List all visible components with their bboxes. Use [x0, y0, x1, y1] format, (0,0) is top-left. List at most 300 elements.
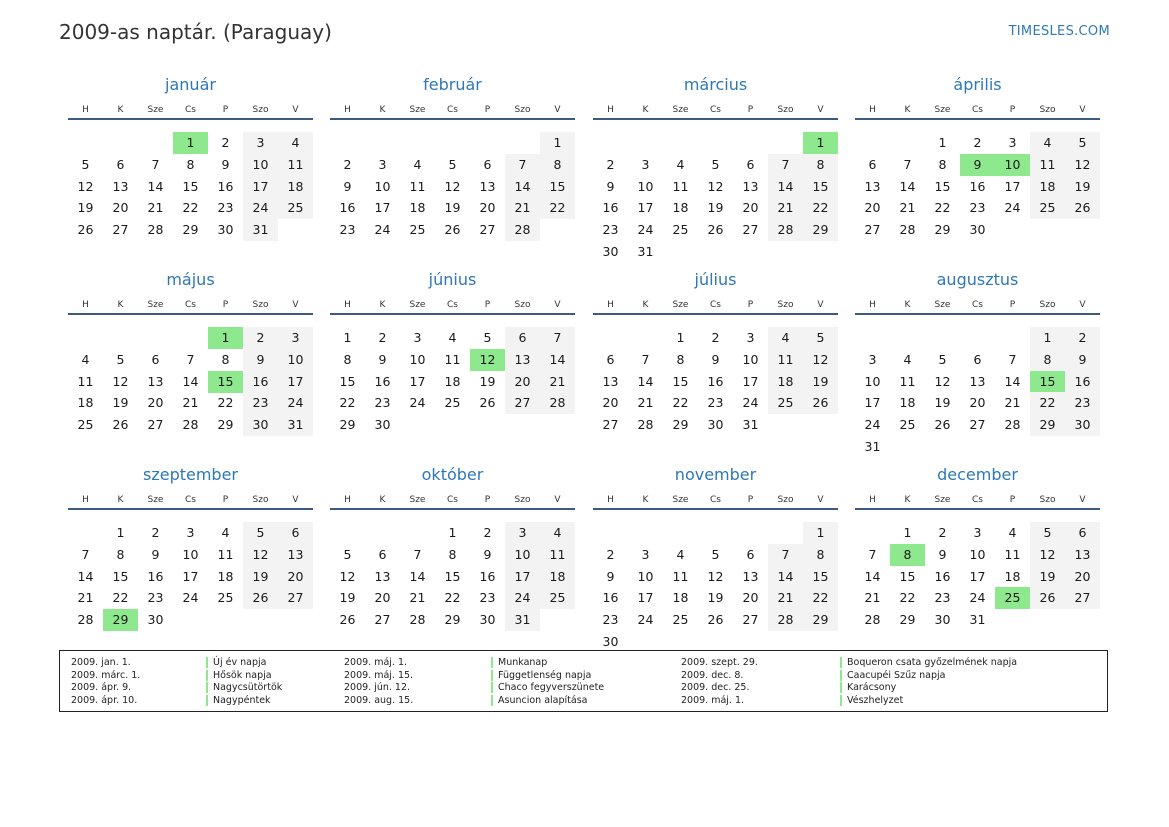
day-cell: 28 [77, 612, 94, 628]
day-cell: 23 [602, 222, 619, 238]
legend-date: 2009. ápr. 9. [71, 682, 132, 694]
weekday-header: Szo [514, 495, 531, 505]
day-cell: 1 [803, 522, 838, 544]
day-cell: 16 [243, 371, 278, 393]
day-cell: 7 [81, 546, 90, 562]
page-title: 2009-as naptár. (Paraguay) [59, 20, 332, 44]
day-cell: 27 [505, 392, 540, 414]
weekday-header: K [904, 495, 911, 505]
day-cell: 30 [934, 612, 951, 628]
day-cell: 30 [602, 634, 619, 649]
weekday-header: Cs [710, 105, 721, 115]
day-cell: 17 [243, 176, 278, 198]
day-cell: 8 [540, 154, 575, 176]
day-cell: 12 [444, 178, 461, 194]
header-rule [593, 508, 838, 510]
day-cell: 13 [602, 373, 619, 389]
legend-holiday-name: Munkanap [491, 657, 547, 668]
day-cell: 22 [444, 590, 461, 606]
holiday-day-cell: 15 [208, 371, 243, 393]
day-cell: 11 [540, 544, 575, 566]
day-cell: 10 [278, 349, 313, 371]
day-cell: 16 [374, 373, 391, 389]
day-cell: 5 [803, 327, 838, 349]
day-cell: 24 [969, 590, 986, 606]
day-cell: 17 [969, 568, 986, 584]
day-cell: 5 [711, 156, 720, 172]
day-cell: 29 [672, 417, 689, 433]
day-cell: 22 [803, 587, 838, 609]
day-cell: 3 [505, 522, 540, 544]
day-cell: 28 [147, 222, 164, 238]
day-cell: 9 [343, 178, 352, 194]
day-cell: 18 [409, 200, 426, 216]
day-cell: 8 [803, 154, 838, 176]
legend-holiday-name: Hősök napja [206, 670, 272, 681]
day-cell: 7 [868, 546, 877, 562]
day-cell: 24 [864, 417, 881, 433]
header-rule [593, 313, 838, 315]
day-cell: 24 [243, 197, 278, 219]
day-cell: 23 [707, 395, 724, 411]
day-cell: 24 [374, 222, 391, 238]
day-cell: 22 [672, 395, 689, 411]
day-cell: 17 [1004, 178, 1021, 194]
holiday-day-cell: 8 [890, 544, 925, 566]
day-cell: 3 [378, 156, 387, 172]
day-cell: 25 [1030, 197, 1065, 219]
weekday-header: Cs [972, 300, 983, 310]
day-cell: 16 [339, 200, 356, 216]
day-cell: 23 [217, 200, 234, 216]
weekday-header: P [747, 300, 754, 310]
legend-date: 2009. jan. 1. [71, 657, 131, 668]
day-cell: 26 [1030, 587, 1065, 609]
weekday-header: K [642, 105, 649, 115]
legend-date: 2009. dec. 25. [681, 682, 750, 694]
day-cell: 28 [864, 612, 881, 628]
weekday-header: Szo [1039, 105, 1056, 115]
legend-holiday-name: Vészhelyzet [840, 695, 903, 706]
holiday-day-cell: 29 [103, 609, 138, 631]
day-cell: 24 [409, 395, 426, 411]
day-cell: 15 [444, 568, 461, 584]
day-cell: 31 [969, 612, 986, 628]
day-cell: 1 [448, 525, 457, 540]
legend-holiday-name: Karácsony [840, 682, 896, 693]
day-cell: 21 [182, 395, 199, 411]
holiday-day-cell: 1 [173, 132, 208, 154]
day-cell: 4 [676, 156, 685, 172]
day-cell: 8 [803, 544, 838, 566]
day-cell: 9 [151, 546, 160, 562]
day-cell: 16 [707, 373, 724, 389]
site-link[interactable]: TIMESLES.COM [1008, 24, 1110, 39]
day-cell: 9 [606, 178, 615, 194]
day-cell: 6 [505, 327, 540, 349]
day-cell: 24 [278, 392, 313, 414]
day-cell: 27 [278, 587, 313, 609]
day-cell: 16 [479, 568, 496, 584]
day-cell: 27 [1065, 587, 1100, 609]
day-cell: 8 [343, 351, 352, 367]
day-cell: 5 [448, 156, 457, 172]
day-cell: 19 [339, 590, 356, 606]
day-cell: 20 [112, 200, 129, 216]
holiday-day-cell: 10 [995, 154, 1030, 176]
day-cell: 17 [182, 568, 199, 584]
day-cell: 31 [637, 244, 654, 259]
day-cell: 13 [479, 178, 496, 194]
day-cell: 23 [1065, 392, 1100, 414]
legend-holiday-name: Boqueron csata győzelmének napja [840, 657, 1017, 668]
weekday-header: Cs [972, 495, 983, 505]
legend-date: 2009. márc. 1. [71, 669, 141, 681]
holiday-day-cell: 25 [995, 587, 1030, 609]
day-cell: 24 [637, 612, 654, 628]
weekday-header: K [904, 105, 911, 115]
day-cell: 7 [186, 351, 195, 367]
day-cell: 30 [602, 244, 619, 259]
day-cell: 16 [147, 568, 164, 584]
day-cell: 5 [483, 330, 492, 345]
day-cell: 17 [278, 371, 313, 393]
weekday-header: K [642, 300, 649, 310]
day-cell: 15 [112, 568, 129, 584]
month-name: december [937, 465, 1018, 484]
weekday-header: V [292, 300, 299, 310]
day-cell: 14 [899, 178, 916, 194]
weekday-header: H [82, 300, 89, 310]
weekday-header: P [222, 105, 229, 115]
month-name: augusztus [936, 270, 1019, 289]
day-cell: 27 [742, 612, 759, 628]
header-rule [330, 313, 575, 315]
day-cell: 29 [217, 417, 234, 433]
day-cell: 28 [637, 417, 654, 433]
day-cell: 11 [77, 373, 94, 389]
day-cell: 15 [934, 178, 951, 194]
day-cell: 7 [540, 327, 575, 349]
weekday-header: H [869, 495, 876, 505]
weekday-header: K [117, 105, 124, 115]
day-cell: 12 [339, 568, 356, 584]
day-cell: 23 [147, 590, 164, 606]
day-cell: 22 [182, 200, 199, 216]
day-cell: 28 [505, 219, 540, 241]
day-cell: 10 [864, 373, 881, 389]
day-cell: 22 [112, 590, 129, 606]
day-cell: 5 [1030, 522, 1065, 544]
day-cell: 6 [746, 156, 755, 172]
day-cell: 30 [243, 414, 278, 436]
day-cell: 9 [221, 156, 230, 172]
holiday-day-cell: 1 [803, 132, 838, 154]
day-cell: 2 [378, 330, 387, 345]
day-cell: 19 [803, 371, 838, 393]
day-cell: 6 [1065, 522, 1100, 544]
day-cell: 28 [768, 219, 803, 241]
day-cell: 30 [707, 417, 724, 433]
day-cell: 22 [217, 395, 234, 411]
day-cell: 18 [672, 590, 689, 606]
legend-date: 2009. aug. 15. [344, 695, 414, 707]
day-cell: 20 [742, 200, 759, 216]
day-cell: 30 [147, 612, 164, 628]
day-cell: 12 [112, 373, 129, 389]
day-cell: 8 [186, 156, 195, 172]
day-cell: 2 [606, 546, 615, 562]
day-cell: 13 [1065, 544, 1100, 566]
weekday-header: P [1009, 495, 1016, 505]
weekday-header: H [344, 300, 351, 310]
day-cell: 12 [707, 568, 724, 584]
weekday-header: P [484, 495, 491, 505]
day-cell: 13 [112, 178, 129, 194]
weekday-header: Szo [777, 495, 794, 505]
weekday-header: Cs [447, 105, 458, 115]
day-cell: 26 [707, 222, 724, 238]
day-cell: 22 [899, 590, 916, 606]
header-rule [330, 118, 575, 120]
month-name: április [953, 75, 1002, 94]
weekday-header: V [1079, 495, 1086, 505]
day-cell: 27 [147, 417, 164, 433]
day-cell: 17 [409, 373, 426, 389]
day-cell: 18 [768, 371, 803, 393]
weekday-header: Szo [1039, 300, 1056, 310]
weekday-header: V [1079, 105, 1086, 115]
day-cell: 24 [182, 590, 199, 606]
day-cell: 23 [243, 392, 278, 414]
day-cell: 27 [374, 612, 391, 628]
weekday-header: V [554, 105, 561, 115]
weekday-header: H [869, 105, 876, 115]
day-cell: 10 [374, 178, 391, 194]
legend-holiday-name: Chaco fegyverszünete [491, 682, 604, 693]
day-cell: 23 [479, 590, 496, 606]
day-cell: 11 [768, 349, 803, 371]
day-cell: 6 [116, 156, 125, 172]
weekday-header: Sze [934, 105, 951, 115]
holiday-day-cell: 9 [960, 154, 995, 176]
day-cell: 30 [217, 222, 234, 238]
weekday-header: H [607, 495, 614, 505]
day-cell: 20 [602, 395, 619, 411]
weekday-header: Sze [409, 300, 426, 310]
day-cell: 5 [81, 156, 90, 172]
day-cell: 30 [479, 612, 496, 628]
day-cell: 10 [637, 178, 654, 194]
weekday-header: K [642, 495, 649, 505]
day-cell: 29 [444, 612, 461, 628]
day-cell: 15 [803, 566, 838, 588]
day-cell: 19 [934, 395, 951, 411]
day-cell: 14 [77, 568, 94, 584]
day-cell: 3 [186, 525, 195, 540]
day-cell: 4 [278, 132, 313, 154]
day-cell: 24 [505, 587, 540, 609]
day-cell: 26 [707, 612, 724, 628]
day-cell: 13 [742, 178, 759, 194]
day-cell: 2 [711, 330, 720, 345]
day-cell: 14 [768, 176, 803, 198]
weekday-header: H [82, 105, 89, 115]
day-cell: 7 [641, 351, 650, 367]
day-cell: 20 [147, 395, 164, 411]
day-cell: 14 [637, 373, 654, 389]
month-name: január [165, 75, 216, 94]
day-cell: 22 [1030, 392, 1065, 414]
day-cell: 18 [444, 373, 461, 389]
weekday-header: Cs [710, 300, 721, 310]
weekday-header: V [292, 495, 299, 505]
day-cell: 31 [505, 609, 540, 631]
day-cell: 7 [1008, 351, 1017, 367]
day-cell: 4 [413, 156, 422, 172]
weekday-header: H [607, 105, 614, 115]
day-cell: 5 [343, 546, 352, 562]
day-cell: 21 [505, 197, 540, 219]
day-cell: 27 [602, 417, 619, 433]
day-cell: 31 [864, 439, 881, 454]
weekday-header: P [222, 495, 229, 505]
day-cell: 29 [1030, 414, 1065, 436]
day-cell: 3 [746, 330, 755, 345]
day-cell: 20 [1065, 566, 1100, 588]
day-cell: 1 [116, 525, 125, 540]
weekday-header: Szo [252, 495, 269, 505]
day-cell: 26 [77, 222, 94, 238]
day-cell: 28 [899, 222, 916, 238]
day-cell: 21 [409, 590, 426, 606]
day-cell: 10 [742, 351, 759, 367]
day-cell: 17 [374, 200, 391, 216]
day-cell: 29 [899, 612, 916, 628]
day-cell: 25 [217, 590, 234, 606]
day-cell: 19 [707, 590, 724, 606]
day-cell: 5 [938, 351, 947, 367]
day-cell: 22 [934, 200, 951, 216]
day-cell: 19 [479, 373, 496, 389]
day-cell: 2 [1065, 327, 1100, 349]
day-cell: 15 [899, 568, 916, 584]
legend-date: 2009. szept. 29. [681, 657, 758, 668]
weekday-header: Szo [1039, 495, 1056, 505]
day-cell: 9 [1065, 349, 1100, 371]
weekday-header: Cs [185, 105, 196, 115]
header-rule [68, 508, 313, 510]
day-cell: 2 [221, 135, 230, 150]
month-name: május [166, 270, 215, 289]
day-cell: 9 [606, 568, 615, 584]
month-name: november [674, 465, 757, 484]
day-cell: 22 [339, 395, 356, 411]
day-cell: 20 [278, 566, 313, 588]
day-cell: 3 [413, 330, 422, 345]
day-cell: 8 [676, 351, 685, 367]
month-name: február [423, 75, 482, 94]
header-rule [593, 118, 838, 120]
day-cell: 20 [479, 200, 496, 216]
weekday-header: V [554, 495, 561, 505]
weekday-header: Szo [252, 300, 269, 310]
weekday-header: H [344, 495, 351, 505]
day-cell: 19 [707, 200, 724, 216]
day-cell: 7 [903, 156, 912, 172]
day-cell: 9 [938, 546, 947, 562]
legend-date: 2009. máj. 1. [681, 695, 745, 707]
day-cell: 20 [374, 590, 391, 606]
day-cell: 16 [602, 200, 619, 216]
day-cell: 2 [483, 525, 492, 540]
day-cell: 12 [934, 373, 951, 389]
day-cell: 9 [378, 351, 387, 367]
weekday-header: Szo [514, 300, 531, 310]
legend-date: 2009. jún. 12. [344, 682, 411, 694]
day-cell: 2 [243, 327, 278, 349]
day-cell: 21 [540, 371, 575, 393]
weekday-header: Cs [972, 105, 983, 115]
day-cell: 12 [77, 178, 94, 194]
day-cell: 23 [934, 590, 951, 606]
day-cell: 17 [742, 373, 759, 389]
day-cell: 3 [243, 132, 278, 154]
day-cell: 7 [413, 546, 422, 562]
day-cell: 28 [540, 392, 575, 414]
header-rule [855, 508, 1100, 510]
day-cell: 18 [672, 200, 689, 216]
weekday-header: Cs [185, 300, 196, 310]
day-cell: 19 [1030, 566, 1065, 588]
day-cell: 26 [243, 587, 278, 609]
day-cell: 19 [444, 200, 461, 216]
weekday-header: Sze [934, 495, 951, 505]
day-cell: 21 [637, 395, 654, 411]
weekday-header: Cs [710, 495, 721, 505]
day-cell: 8 [221, 351, 230, 367]
day-cell: 10 [182, 546, 199, 562]
day-cell: 7 [768, 544, 803, 566]
day-cell: 18 [1004, 568, 1021, 584]
month-name: szeptember [142, 465, 238, 484]
weekday-header: Sze [672, 300, 689, 310]
day-cell: 10 [969, 546, 986, 562]
day-cell: 8 [116, 546, 125, 562]
day-cell: 3 [868, 351, 877, 367]
weekday-header: Cs [447, 495, 458, 505]
day-cell: 1 [343, 330, 352, 345]
day-cell: 21 [77, 590, 94, 606]
day-cell: 16 [217, 178, 234, 194]
day-cell: 19 [1065, 176, 1100, 198]
header-rule [68, 118, 313, 120]
legend-date: 2009. máj. 1. [344, 657, 408, 668]
day-cell: 18 [278, 176, 313, 198]
weekday-header: H [344, 105, 351, 115]
day-cell: 4 [1008, 525, 1017, 540]
day-cell: 19 [112, 395, 129, 411]
day-cell: 26 [444, 222, 461, 238]
weekday-header: Szo [252, 105, 269, 115]
day-cell: 19 [243, 566, 278, 588]
day-cell: 23 [339, 222, 356, 238]
day-cell: 21 [899, 200, 916, 216]
day-cell: 29 [934, 222, 951, 238]
day-cell: 26 [934, 417, 951, 433]
day-cell: 21 [768, 197, 803, 219]
day-cell: 4 [768, 327, 803, 349]
